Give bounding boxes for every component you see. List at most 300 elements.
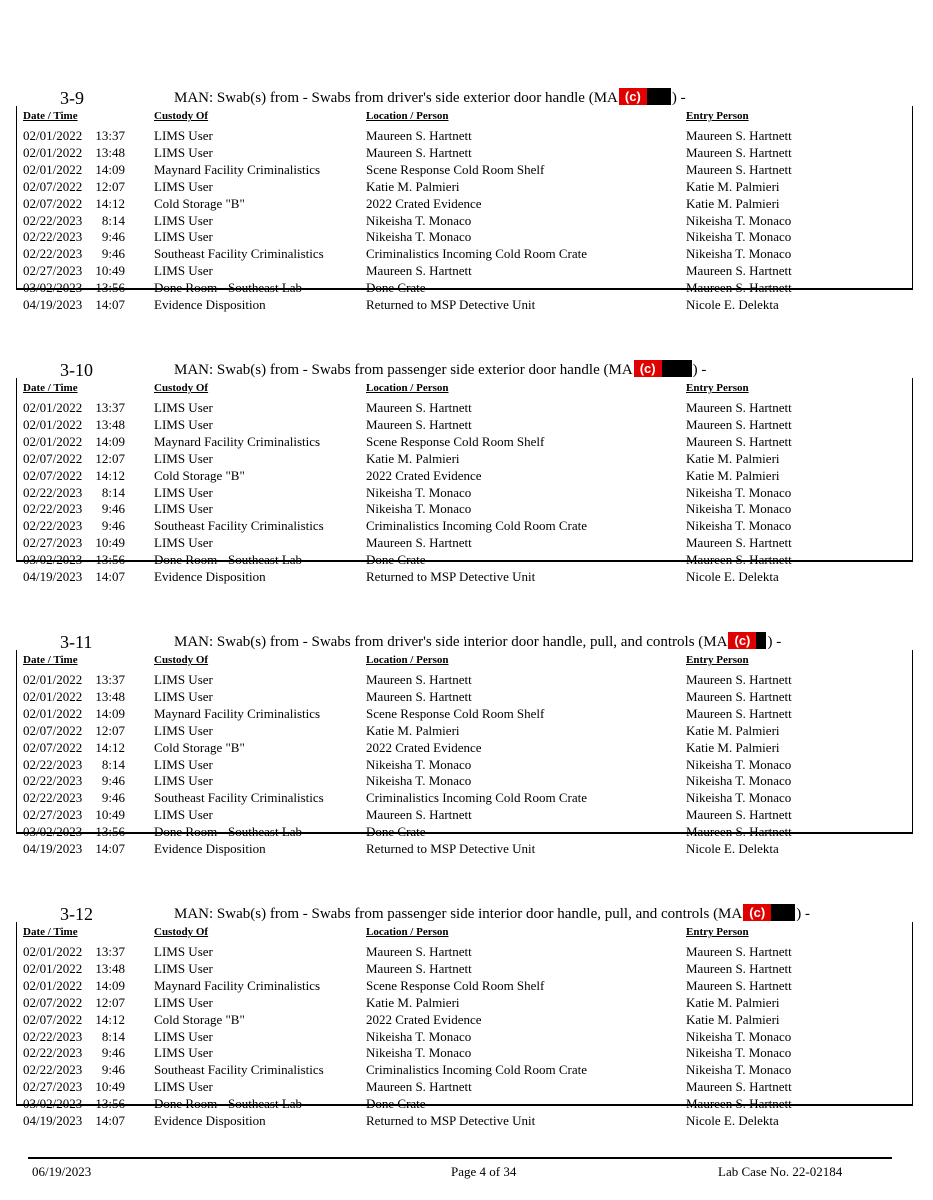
- row-entry-person: Nicole E. Delekta: [686, 569, 779, 584]
- row-custody-of: Evidence Disposition: [154, 297, 266, 312]
- table-row: [17, 501, 914, 518]
- row-entry-person: Maureen S. Hartnett: [686, 944, 792, 959]
- column-header-custody-of: Custody Of: [154, 654, 209, 666]
- row-time: 8:14: [101, 484, 125, 500]
- row-custody-of: Cold Storage "B": [154, 467, 245, 483]
- row-entry-person: Maureen S. Hartnett: [686, 807, 792, 823]
- table-row: [17, 672, 914, 689]
- row-entry-person: Maureen S. Hartnett: [686, 705, 792, 721]
- column-header-custody-of: Custody Of: [154, 382, 209, 394]
- redaction-block: [619, 88, 671, 105]
- row-location-person: Katie M. Palmieri: [366, 450, 460, 466]
- custody-table: [16, 922, 913, 1128]
- table-row: [17, 162, 914, 179]
- row-custody-of: LIMS User: [154, 756, 213, 772]
- row-location-person: Done Crate: [366, 824, 426, 840]
- row-entry-person: Maureen S. Hartnett: [686, 128, 792, 143]
- row-time: 13:37: [95, 128, 125, 143]
- item-description-text: MAN: Swab(s) from - Swabs from passenger side exterior door handle (MA: [174, 362, 633, 378]
- row-time: 9:46: [101, 1045, 125, 1061]
- row-date: 02/07/2022: [23, 450, 83, 466]
- row-location-person: Maureen S. Hartnett: [366, 807, 472, 823]
- row-date: 04/19/2023: [23, 841, 83, 856]
- row-time: 8:14: [101, 756, 125, 772]
- row-time: 9:46: [101, 501, 125, 517]
- row-entry-person: Nicole E. Delekta: [686, 1113, 779, 1128]
- table-row: [17, 1012, 914, 1029]
- row-location-person: Nikeisha T. Monaco: [366, 1045, 472, 1061]
- row-custody-of: LIMS User: [154, 144, 213, 160]
- row-custody-of: LIMS User: [154, 416, 213, 432]
- item-description-text: MAN: Swab(s) from - Swabs from passenger side interior door handle, pull, and controls (MA: [174, 906, 743, 922]
- row-location-person: 2022 Crated Evidence: [366, 195, 482, 211]
- row-location-person: Returned to MSP Detective Unit: [366, 841, 536, 856]
- row-location-person: Criminalistics Incoming Cold Room Crate: [366, 1062, 587, 1078]
- column-header-entry-person: Entry Person: [686, 382, 749, 394]
- row-location-person: Maureen S. Hartnett: [366, 263, 472, 279]
- item-description-suffix: ) -: [796, 906, 810, 922]
- column-header-location-person: Location / Person: [366, 926, 449, 938]
- row-date: 03/02/2023: [23, 1096, 83, 1112]
- row-date: 02/01/2022: [23, 944, 83, 959]
- row-time: 10:49: [95, 1079, 125, 1095]
- table-row: [17, 824, 914, 841]
- column-header-location-person: Location / Person: [366, 110, 449, 122]
- row-date: 03/02/2023: [23, 280, 83, 296]
- footer-page-number: Page 4 of 34: [451, 1164, 517, 1179]
- table-row: [17, 944, 914, 961]
- footer-date: 06/19/2023: [32, 1164, 92, 1179]
- row-entry-person: Nicole E. Delekta: [686, 841, 779, 856]
- row-custody-of: Cold Storage "B": [154, 195, 245, 211]
- column-header-custody-of: Custody Of: [154, 110, 209, 122]
- row-custody-of: LIMS User: [154, 484, 213, 500]
- row-date: 02/01/2022: [23, 688, 83, 704]
- row-time: 14:09: [95, 705, 125, 721]
- row-custody-of: Done Room - Southeast Lab: [154, 1096, 303, 1112]
- row-entry-person: Katie M. Palmieri: [686, 739, 780, 755]
- row-location-person: Returned to MSP Detective Unit: [366, 569, 536, 584]
- row-time: 13:48: [95, 960, 125, 976]
- custody-table: [16, 650, 913, 856]
- row-time: 10:49: [95, 535, 125, 551]
- column-header-entry-person: Entry Person: [686, 110, 749, 122]
- row-entry-person: Nicole E. Delekta: [686, 297, 779, 312]
- row-location-person: Done Crate: [366, 552, 426, 568]
- row-custody-of: LIMS User: [154, 1028, 213, 1044]
- row-time: 14:07: [95, 569, 125, 584]
- table-row: [17, 417, 914, 434]
- table-row: [17, 773, 914, 790]
- row-custody-of: LIMS User: [154, 400, 213, 415]
- row-date: 03/02/2023: [23, 552, 83, 568]
- row-custody-of: Southeast Facility Criminalistics: [154, 1062, 324, 1078]
- row-time: 12:07: [95, 178, 125, 194]
- row-time: 13:37: [95, 672, 125, 687]
- table-row: [17, 706, 914, 723]
- table-row: [17, 280, 914, 297]
- row-entry-person: Katie M. Palmieri: [686, 178, 780, 194]
- row-custody-of: Southeast Facility Criminalistics: [154, 246, 324, 262]
- item-heading: [0, 358, 933, 380]
- row-location-person: Criminalistics Incoming Cold Room Crate: [366, 518, 587, 534]
- row-custody-of: Evidence Disposition: [154, 569, 266, 584]
- row-date: 02/07/2022: [23, 1011, 83, 1027]
- row-entry-person: Nikeisha T. Monaco: [686, 212, 792, 228]
- table-row: [17, 1096, 914, 1113]
- item-number: 3-9: [60, 88, 84, 108]
- row-location-person: Maureen S. Hartnett: [366, 535, 472, 551]
- row-date: 04/19/2023: [23, 297, 83, 312]
- table-row: [17, 995, 914, 1012]
- row-location-person: Returned to MSP Detective Unit: [366, 1113, 536, 1128]
- row-custody-of: Southeast Facility Criminalistics: [154, 790, 324, 806]
- table-row: [17, 535, 914, 552]
- redaction-code-label: (c): [619, 88, 647, 105]
- row-location-person: Katie M. Palmieri: [366, 178, 460, 194]
- row-time: 14:12: [95, 195, 125, 211]
- row-entry-person: Maureen S. Hartnett: [686, 1079, 792, 1095]
- row-date: 04/19/2023: [23, 569, 83, 584]
- row-custody-of: Evidence Disposition: [154, 1113, 266, 1128]
- item-number: 3-12: [60, 904, 93, 924]
- row-entry-person: Maureen S. Hartnett: [686, 144, 792, 160]
- row-location-person: Done Crate: [366, 280, 426, 296]
- row-time: 13:48: [95, 144, 125, 160]
- table-row: [17, 434, 914, 451]
- table-row: [17, 400, 914, 417]
- row-time: 13:48: [95, 416, 125, 432]
- row-entry-person: Nikeisha T. Monaco: [686, 484, 792, 500]
- table-row: [17, 552, 914, 569]
- row-custody-of: Maynard Facility Criminalistics: [154, 161, 321, 177]
- row-date: 02/07/2022: [23, 722, 83, 738]
- row-entry-person: Nikeisha T. Monaco: [686, 773, 792, 789]
- row-date: 02/01/2022: [23, 416, 83, 432]
- column-header-date-time: Date / Time: [23, 926, 78, 938]
- table-row: [17, 518, 914, 535]
- row-time: 14:09: [95, 433, 125, 449]
- row-date: 02/22/2023: [23, 773, 83, 789]
- row-entry-person: Nikeisha T. Monaco: [686, 246, 792, 262]
- row-entry-person: Maureen S. Hartnett: [686, 1096, 792, 1112]
- item-heading: [0, 86, 933, 108]
- row-date: 02/01/2022: [23, 128, 83, 143]
- row-entry-person: Maureen S. Hartnett: [686, 688, 792, 704]
- row-location-person: Maureen S. Hartnett: [366, 128, 472, 143]
- row-time: 14:09: [95, 161, 125, 177]
- table-row: [17, 841, 914, 858]
- table-row: [17, 807, 914, 824]
- row-location-person: Nikeisha T. Monaco: [366, 756, 472, 772]
- item-description-text: MAN: Swab(s) from - Swabs from driver's side interior door handle, pull, and controls (MA: [174, 634, 728, 650]
- row-location-person: Maureen S. Hartnett: [366, 960, 472, 976]
- table-row: [17, 179, 914, 196]
- row-entry-person: Katie M. Palmieri: [686, 722, 780, 738]
- row-time: 9:46: [101, 229, 125, 245]
- table-row: [17, 246, 914, 263]
- column-header-location-person: Location / Person: [366, 382, 449, 394]
- row-custody-of: LIMS User: [154, 450, 213, 466]
- row-date: 02/27/2023: [23, 1079, 83, 1095]
- table-row: [17, 978, 914, 995]
- item-number: 3-10: [60, 360, 93, 380]
- row-date: 02/01/2022: [23, 161, 83, 177]
- row-entry-person: Maureen S. Hartnett: [686, 960, 792, 976]
- row-date: 02/22/2023: [23, 756, 83, 772]
- table-row: [17, 723, 914, 740]
- row-time: 13:56: [95, 552, 125, 568]
- row-custody-of: Maynard Facility Criminalistics: [154, 433, 321, 449]
- row-location-person: Returned to MSP Detective Unit: [366, 297, 536, 312]
- row-entry-person: Katie M. Palmieri: [686, 1011, 780, 1027]
- row-entry-person: Katie M. Palmieri: [686, 994, 780, 1010]
- row-location-person: Maureen S. Hartnett: [366, 416, 472, 432]
- column-header-date-time: Date / Time: [23, 654, 78, 666]
- row-date: 02/22/2023: [23, 212, 83, 228]
- row-entry-person: Nikeisha T. Monaco: [686, 1062, 792, 1078]
- row-entry-person: Maureen S. Hartnett: [686, 672, 792, 687]
- column-header-entry-person: Entry Person: [686, 926, 749, 938]
- row-time: 14:07: [95, 297, 125, 312]
- row-date: 02/22/2023: [23, 229, 83, 245]
- row-custody-of: LIMS User: [154, 672, 213, 687]
- row-location-person: Nikeisha T. Monaco: [366, 773, 472, 789]
- row-date: 02/07/2022: [23, 994, 83, 1010]
- redaction-code-label: (c): [743, 904, 771, 921]
- row-custody-of: Southeast Facility Criminalistics: [154, 518, 324, 534]
- item-description-suffix: ) -: [671, 90, 686, 106]
- table-row: [17, 485, 914, 502]
- row-custody-of: LIMS User: [154, 212, 213, 228]
- footer-lab-case-number: Lab Case No. 22-02184: [718, 1164, 843, 1179]
- item-description-suffix: ) -: [692, 362, 707, 378]
- row-time: 9:46: [101, 1062, 125, 1078]
- row-time: 14:12: [95, 1011, 125, 1027]
- row-date: 02/07/2022: [23, 467, 83, 483]
- row-custody-of: LIMS User: [154, 128, 213, 143]
- row-location-person: 2022 Crated Evidence: [366, 739, 482, 755]
- row-entry-person: Nikeisha T. Monaco: [686, 1028, 792, 1044]
- row-date: 02/07/2022: [23, 739, 83, 755]
- table-row: [17, 297, 914, 314]
- item-description: [174, 632, 781, 651]
- row-time: 13:37: [95, 944, 125, 959]
- row-location-person: Done Crate: [366, 1096, 426, 1112]
- item-description: [174, 360, 706, 379]
- row-location-person: Criminalistics Incoming Cold Room Crate: [366, 790, 587, 806]
- row-date: 02/27/2023: [23, 535, 83, 551]
- row-location-person: Scene Response Cold Room Shelf: [366, 705, 545, 721]
- row-date: 02/01/2022: [23, 433, 83, 449]
- row-time: 13:48: [95, 688, 125, 704]
- table-row: [17, 1029, 914, 1046]
- row-date: 02/22/2023: [23, 790, 83, 806]
- row-custody-of: Evidence Disposition: [154, 841, 266, 856]
- row-time: 12:07: [95, 994, 125, 1010]
- row-date: 02/01/2022: [23, 960, 83, 976]
- row-time: 12:07: [95, 450, 125, 466]
- row-date: 02/22/2023: [23, 518, 83, 534]
- column-header-date-time: Date / Time: [23, 382, 78, 394]
- row-location-person: Maureen S. Hartnett: [366, 672, 472, 687]
- row-custody-of: Maynard Facility Criminalistics: [154, 705, 321, 721]
- row-custody-of: LIMS User: [154, 807, 213, 823]
- row-date: 02/07/2022: [23, 178, 83, 194]
- table-row: [17, 196, 914, 213]
- row-entry-person: Nikeisha T. Monaco: [686, 518, 792, 534]
- table-row: [17, 1079, 914, 1096]
- table-row: [17, 689, 914, 706]
- row-time: 8:14: [101, 212, 125, 228]
- row-entry-person: Maureen S. Hartnett: [686, 433, 792, 449]
- row-time: 10:49: [95, 807, 125, 823]
- table-row: [17, 1045, 914, 1062]
- row-date: 03/02/2023: [23, 824, 83, 840]
- row-custody-of: LIMS User: [154, 994, 213, 1010]
- row-location-person: Maureen S. Hartnett: [366, 400, 472, 415]
- column-header-date-time: Date / Time: [23, 110, 78, 122]
- column-header-location-person: Location / Person: [366, 654, 449, 666]
- table-row: [17, 1113, 914, 1130]
- table-row: [17, 468, 914, 485]
- row-custody-of: Maynard Facility Criminalistics: [154, 977, 321, 993]
- table-row: [17, 451, 914, 468]
- item-description-suffix: ) -: [767, 634, 782, 650]
- row-time: 9:46: [101, 790, 125, 806]
- row-location-person: Katie M. Palmieri: [366, 994, 460, 1010]
- row-custody-of: Done Room - Southeast Lab: [154, 280, 303, 296]
- row-date: 02/01/2022: [23, 977, 83, 993]
- column-header-custody-of: Custody Of: [154, 926, 209, 938]
- row-time: 14:07: [95, 841, 125, 856]
- row-time: 13:56: [95, 1096, 125, 1112]
- row-location-person: Nikeisha T. Monaco: [366, 501, 472, 517]
- row-time: 13:56: [95, 824, 125, 840]
- redaction-block: [728, 632, 766, 649]
- table-row: [17, 790, 914, 807]
- row-entry-person: Maureen S. Hartnett: [686, 161, 792, 177]
- table-row: [17, 213, 914, 230]
- row-entry-person: Maureen S. Hartnett: [686, 263, 792, 279]
- row-entry-person: Nikeisha T. Monaco: [686, 790, 792, 806]
- row-custody-of: LIMS User: [154, 535, 213, 551]
- row-date: 02/22/2023: [23, 246, 83, 262]
- redaction-block: [634, 360, 692, 377]
- table-row: [17, 229, 914, 246]
- row-location-person: Maureen S. Hartnett: [366, 144, 472, 160]
- row-date: 02/27/2023: [23, 807, 83, 823]
- row-custody-of: Done Room - Southeast Lab: [154, 824, 303, 840]
- row-date: 02/22/2023: [23, 1045, 83, 1061]
- row-entry-person: Maureen S. Hartnett: [686, 535, 792, 551]
- table-row: [17, 961, 914, 978]
- row-entry-person: Nikeisha T. Monaco: [686, 1045, 792, 1061]
- row-time: 9:46: [101, 518, 125, 534]
- row-custody-of: LIMS User: [154, 1045, 213, 1061]
- row-location-person: Nikeisha T. Monaco: [366, 1028, 472, 1044]
- row-custody-of: LIMS User: [154, 944, 213, 959]
- row-location-person: Maureen S. Hartnett: [366, 1079, 472, 1095]
- row-location-person: Scene Response Cold Room Shelf: [366, 161, 545, 177]
- row-location-person: Nikeisha T. Monaco: [366, 212, 472, 228]
- row-entry-person: Maureen S. Hartnett: [686, 552, 792, 568]
- row-time: 9:46: [101, 773, 125, 789]
- row-entry-person: Nikeisha T. Monaco: [686, 756, 792, 772]
- row-custody-of: LIMS User: [154, 960, 213, 976]
- row-date: 02/22/2023: [23, 501, 83, 517]
- row-date: 02/01/2022: [23, 400, 83, 415]
- row-entry-person: Katie M. Palmieri: [686, 195, 780, 211]
- item-description: [174, 904, 810, 923]
- item-description: [174, 88, 686, 107]
- item-description-text: MAN: Swab(s) from - Swabs from driver's side exterior door handle (MA: [174, 90, 618, 106]
- row-custody-of: Done Room - Southeast Lab: [154, 552, 303, 568]
- row-date: 02/27/2023: [23, 263, 83, 279]
- row-date: 02/22/2023: [23, 1062, 83, 1078]
- redaction-code-label: (c): [634, 360, 662, 377]
- row-entry-person: Maureen S. Hartnett: [686, 977, 792, 993]
- row-location-person: Nikeisha T. Monaco: [366, 484, 472, 500]
- row-time: 9:46: [101, 246, 125, 262]
- row-location-person: Maureen S. Hartnett: [366, 944, 472, 959]
- row-date: 04/19/2023: [23, 1113, 83, 1128]
- table-row: [17, 145, 914, 162]
- row-location-person: 2022 Crated Evidence: [366, 467, 482, 483]
- row-custody-of: LIMS User: [154, 688, 213, 704]
- row-entry-person: Nikeisha T. Monaco: [686, 501, 792, 517]
- row-entry-person: Maureen S. Hartnett: [686, 824, 792, 840]
- row-entry-person: Nikeisha T. Monaco: [686, 229, 792, 245]
- row-custody-of: LIMS User: [154, 501, 213, 517]
- footer-divider: [28, 1157, 892, 1159]
- row-date: 02/01/2022: [23, 672, 83, 687]
- row-time: 14:12: [95, 739, 125, 755]
- row-time: 13:56: [95, 280, 125, 296]
- row-date: 02/07/2022: [23, 195, 83, 211]
- row-custody-of: LIMS User: [154, 773, 213, 789]
- redaction-block: [743, 904, 795, 921]
- item-heading: [0, 902, 933, 924]
- row-time: 8:14: [101, 1028, 125, 1044]
- table-row: [17, 740, 914, 757]
- row-entry-person: Maureen S. Hartnett: [686, 416, 792, 432]
- custody-table: [16, 378, 913, 584]
- row-custody-of: Cold Storage "B": [154, 739, 245, 755]
- row-custody-of: LIMS User: [154, 263, 213, 279]
- row-location-person: Scene Response Cold Room Shelf: [366, 433, 545, 449]
- item-heading: [0, 630, 933, 652]
- row-date: 02/22/2023: [23, 1028, 83, 1044]
- row-custody-of: LIMS User: [154, 1079, 213, 1095]
- row-location-person: Nikeisha T. Monaco: [366, 229, 472, 245]
- row-entry-person: Maureen S. Hartnett: [686, 400, 792, 415]
- row-date: 02/01/2022: [23, 705, 83, 721]
- row-date: 02/22/2023: [23, 484, 83, 500]
- row-entry-person: Katie M. Palmieri: [686, 450, 780, 466]
- redaction-code-label: (c): [728, 632, 756, 649]
- row-custody-of: Cold Storage "B": [154, 1011, 245, 1027]
- table-row: [17, 569, 914, 586]
- column-header-entry-person: Entry Person: [686, 654, 749, 666]
- item-number: 3-11: [60, 632, 93, 652]
- row-location-person: Scene Response Cold Room Shelf: [366, 977, 545, 993]
- row-custody-of: LIMS User: [154, 722, 213, 738]
- row-time: 10:49: [95, 263, 125, 279]
- row-time: 12:07: [95, 722, 125, 738]
- row-time: 13:37: [95, 400, 125, 415]
- row-entry-person: Katie M. Palmieri: [686, 467, 780, 483]
